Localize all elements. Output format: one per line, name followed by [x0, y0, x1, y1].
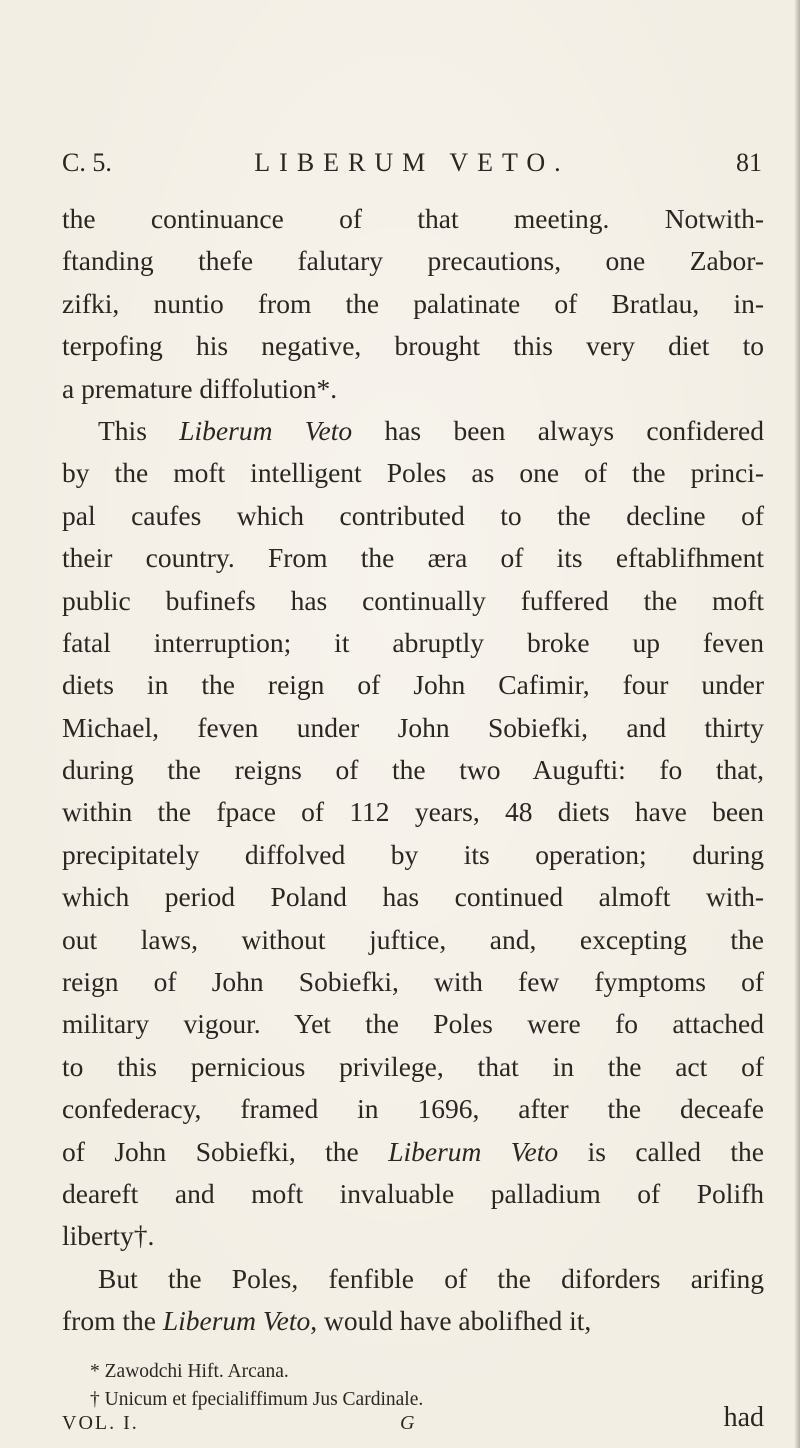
catchword: had — [723, 1402, 764, 1433]
text-line: to this pernicious privilege, that in the act of — [62, 1050, 764, 1082]
text-line: liberty†. — [62, 1220, 155, 1252]
text-line: a premature diffolution*. — [62, 372, 338, 404]
signature-line — [62, 1398, 764, 1438]
text-line: diets in the reign of John Cafimir, four under — [62, 669, 764, 701]
text-line: fatal interruption; it abruptly broke up feven — [62, 626, 764, 658]
footnote: * Zawodchi Hift. Arcana. — [90, 1361, 289, 1382]
italic-term: Liberum Veto — [162, 1305, 311, 1337]
text-line: confederacy, framed in 1696, after the deceafe — [62, 1093, 764, 1125]
italic-term: Liberum Veto — [179, 414, 353, 446]
text-line: This Liberum Veto has been always confidered — [98, 414, 764, 446]
running-title: LIBERUM VETO. — [254, 148, 570, 177]
text-line: Michael, feven under John Sobiefki, and thirty — [62, 711, 764, 743]
volume-label: VOL. I. — [62, 1412, 139, 1434]
text-line: out laws, without juftice, and, excepting the — [62, 923, 764, 955]
text-line: the continuance of that meeting. Notwith- — [62, 203, 764, 234]
text-line: public bufinefs has continually fuffered the moft — [62, 584, 764, 616]
text-line: military vigour. Yet the Poles were fo attached — [62, 1008, 764, 1040]
text-line: by the moft intelligent Poles as one of the princi- — [62, 457, 764, 489]
text-line: deareft and moft invaluable palladium of Polifh — [62, 1177, 764, 1209]
text-line: of John Sobiefki, the Liberum Veto is called the — [62, 1135, 764, 1167]
signature-mark: G — [400, 1412, 415, 1434]
body-text — [62, 198, 764, 1343]
running-head — [62, 148, 762, 182]
text-line: within the fpace of 112 years, 48 diets have been — [62, 796, 764, 828]
text-line: pal caufes which contributed to the decline of — [62, 499, 764, 531]
text-line: terpofing his negative, brought this very diet to — [62, 330, 764, 362]
text-line: during the reigns of the two Augufti: fo that, — [62, 754, 764, 786]
text-line: precipitately diffolved by its operation; during — [62, 838, 764, 870]
page-edge-shadow — [794, 0, 800, 1448]
page-number: 81 — [736, 148, 762, 177]
text-line: ftanding thefe falutary precautions, one Zabor- — [62, 245, 764, 277]
text-line: zifki, nuntio from the palatinate of Bratlau, in- — [62, 287, 764, 319]
text-line: But the Poles, fenfible of the diforders arifing — [98, 1262, 764, 1294]
text-line: from the Liberum Veto, would have abolifhed it, — [62, 1305, 592, 1337]
text-line: reign of John Sobiefki, with few fymptoms of — [62, 966, 764, 998]
text-line: their country. From the æra of its eftablifhment — [62, 542, 764, 574]
text-line: which period Poland has continued almoft with- — [62, 881, 764, 913]
footnote: † Unicum et fpecialiffimum Jus Cardinale. — [90, 1389, 424, 1410]
italic-term: Liberum Veto — [388, 1135, 559, 1167]
chapter-number: C. 5. — [62, 148, 112, 177]
